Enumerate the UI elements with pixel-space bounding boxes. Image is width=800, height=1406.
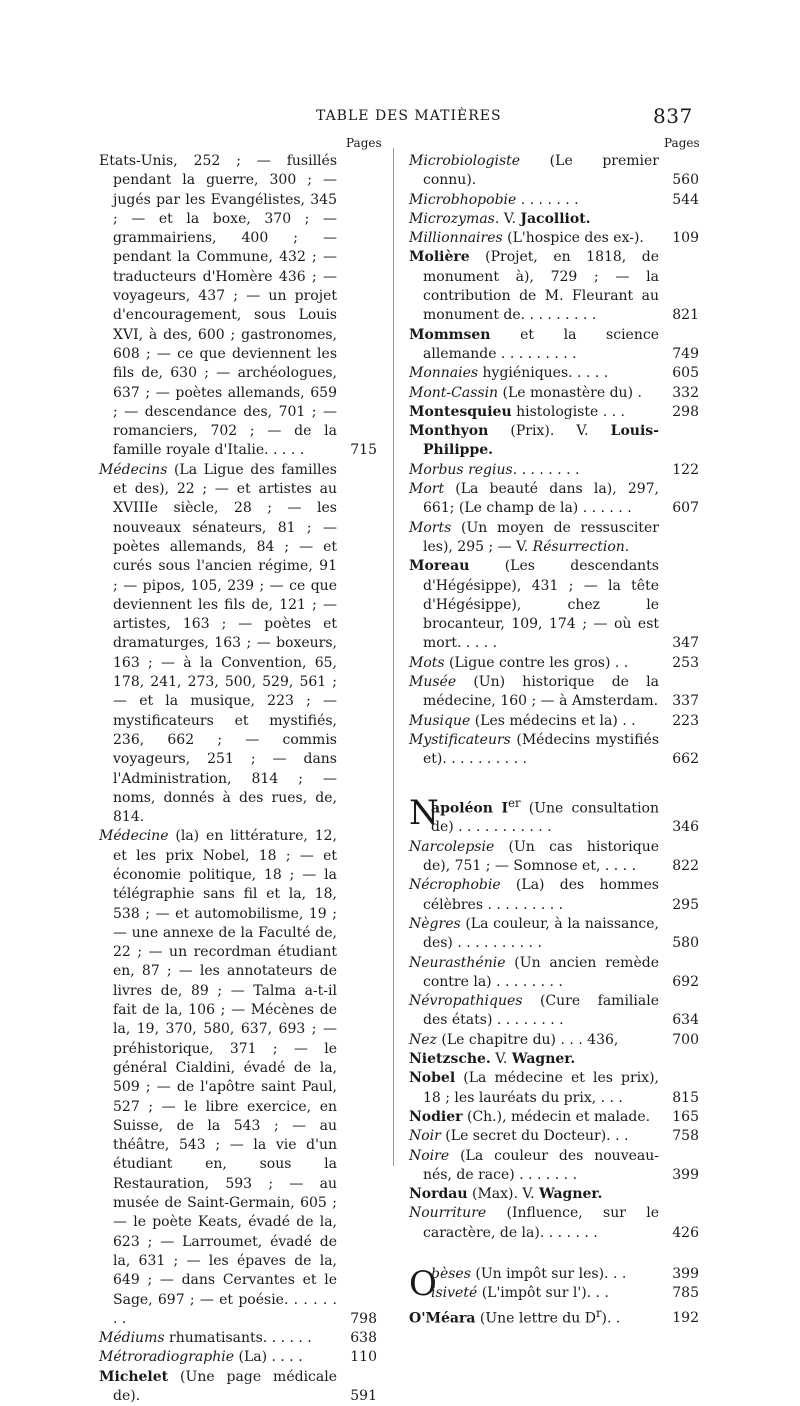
entry-text: (La couleur des nouveau-nés, de race) . . . . . . . xyxy=(423,1147,659,1183)
entry-page: 822 xyxy=(672,858,699,875)
entry-text: (la) en littérature, 12, et les prix Nobel, 18 ; — et économie politique, 18 ; — la télégraphie sans fil et la, 18, 538 ; — et automobilisme, 19 ; — une annexe de la Faculté de, 22 ; — un recordman étudiant en, 87 ; — les annotateurs de livres de, 89 ; — Talma a-t-il fait de la, 106 ; — Mécènes de la, 19, 370, 580, 637, 693 ; — préhistorique, 371 ; — le général Cialdini, évadé de la, 509 ; — de l'apôtre saint Paul, 527 ; — le libre exercice, en Suisse, de la 543 ; — au théâtre, 543 ; — la vie d'un étudiant en, sous la Restauration, 593 ; — au musée de Saint-Germain, 605 ; — le poète Keats, évadé de la, 623 ; — Larroumet, évadé de la, 631 ; — les épaves de la, 649 ; — dans Cervantes et le Sage, 697 ; — et poésie. . . . . . . . xyxy=(113,828,337,1327)
entry-heading: Michelet xyxy=(99,1368,169,1385)
index-entry xyxy=(409,838,699,877)
entry-heading: Névropathiques xyxy=(409,993,523,1010)
index-entry xyxy=(409,712,699,731)
entry-text: (La beauté dans la), 297, 661; (Le champ de la) . . . . . . xyxy=(423,481,659,517)
entry-text: V. xyxy=(499,210,521,227)
entry-page: 821 xyxy=(672,307,699,324)
index-entry xyxy=(99,1348,377,1367)
entry-page: 798 xyxy=(350,1310,377,1327)
index-entry xyxy=(409,403,699,422)
index-entry xyxy=(409,992,699,1031)
entry-text: (L'hospice des ex-). xyxy=(502,230,644,247)
entry-text: (Le secret du Docteur). . . xyxy=(440,1128,629,1145)
entry-page: 298 xyxy=(672,403,699,420)
entry-heading: Médecins xyxy=(99,461,168,478)
entry-page: 399 xyxy=(672,1265,699,1282)
index-entry xyxy=(409,384,699,403)
entry-page: 347 xyxy=(672,635,699,652)
entry-heading: Nietzsche. xyxy=(409,1051,491,1068)
entry-page: 715 xyxy=(350,442,377,459)
index-entry xyxy=(409,210,699,229)
index-entry xyxy=(409,1147,699,1186)
entry-page: 591 xyxy=(350,1388,377,1404)
entry-page: 122 xyxy=(672,461,699,478)
entry-heading: Médiums xyxy=(99,1330,165,1347)
page-header xyxy=(0,104,800,134)
entry-text: V. xyxy=(490,1051,512,1068)
page-number: 837 xyxy=(653,104,693,128)
entry-text: (Une page médicale de). xyxy=(113,1368,337,1404)
entry-heading: Microbiologiste xyxy=(409,153,521,169)
index-entry xyxy=(409,364,699,383)
entry-heading: Moreau xyxy=(409,558,470,575)
index-entry xyxy=(409,519,699,558)
entry-page: 295 xyxy=(672,896,699,913)
index-entry xyxy=(409,152,699,191)
entry-page: 605 xyxy=(672,365,699,382)
entry-text: histologiste . . . xyxy=(511,403,625,420)
entry-heading: Mommsen xyxy=(409,326,491,343)
entry-text: . . . . . . . . xyxy=(512,461,580,478)
entry-text: (Un ancien remède contre la) . . . . . . . . xyxy=(423,954,659,990)
index-entry xyxy=(409,326,699,365)
entry-text: (Un) historique de la médecine, 160 ; — à Amsterdam. xyxy=(423,674,659,710)
entry-heading: Morts xyxy=(409,519,452,536)
index-entry xyxy=(99,1329,377,1348)
entry-page: 785 xyxy=(672,1285,699,1302)
entry-page: 399 xyxy=(672,1166,699,1183)
entry-heading: Musique xyxy=(409,712,471,729)
entry-text: (La médecine et les prix), 18 ; les lauréats du prix, . . . xyxy=(423,1070,659,1106)
running-title: TABLE DES MATIÈRES xyxy=(316,108,502,124)
index-entry xyxy=(409,480,699,519)
entry-text: (Ch.), médecin et malade. xyxy=(462,1108,651,1125)
entry-page: 110 xyxy=(350,1349,377,1366)
entry-text: (Médecins mystifiés et). . . . . . . . . . xyxy=(423,731,659,768)
entry-text: (Influence, sur le caractère, de la). . . . . . . xyxy=(423,1205,659,1241)
entry-heading: Microzymas. xyxy=(409,210,500,227)
cross-reference: Jacolliot. xyxy=(520,210,591,227)
entry-page: 346 xyxy=(672,819,699,836)
entry-text: (Un impôt sur les). . . xyxy=(470,1265,627,1282)
index-entry xyxy=(409,422,699,461)
index-entry xyxy=(409,1050,699,1069)
entry-text: (Cure familiale des états) . . . . . . . . xyxy=(423,993,659,1029)
index-entry xyxy=(409,229,699,248)
entry-page: 165 xyxy=(672,1108,699,1125)
index-entry xyxy=(409,1284,699,1303)
entry-text: (L'impôt sur l'). . . xyxy=(477,1285,609,1302)
entry-heading: Nègres xyxy=(409,915,461,932)
entry-heading: O'Méara xyxy=(409,1310,476,1327)
entry-heading: Nourriture xyxy=(409,1205,487,1222)
index-entry xyxy=(409,731,699,770)
entry-text: (Un cas historique de), 751 ; — Somnose et, . . . . xyxy=(423,838,659,875)
entry-page: 223 xyxy=(672,712,699,729)
cross-reference: Wagner. xyxy=(538,1186,603,1203)
entry-page: 544 xyxy=(672,191,699,208)
entry-text: ). . xyxy=(601,1310,621,1327)
index-entry xyxy=(99,461,377,828)
entry-heading: Microbhopobie xyxy=(409,191,517,208)
entry-heading: Neurasthénie xyxy=(409,954,506,971)
index-entry xyxy=(409,794,699,838)
entry-page: 580 xyxy=(672,935,699,952)
entry-heading: Métroradiographie xyxy=(99,1349,235,1366)
drop-cap-n: N xyxy=(409,792,439,833)
cross-reference: Wagner. xyxy=(511,1051,576,1068)
entry-heading: Noire xyxy=(409,1147,450,1164)
entry-heading: apoléon I xyxy=(431,800,509,817)
entry-text: (Le chapitre du) . . . 436, xyxy=(436,1031,619,1048)
column-divider xyxy=(393,148,394,1166)
entry-page: 662 xyxy=(672,751,699,768)
index-entry xyxy=(409,876,699,915)
entry-heading: Nodier xyxy=(409,1108,463,1125)
index-entry xyxy=(99,1368,377,1406)
entry-heading: Mots xyxy=(409,654,445,671)
index-entry xyxy=(409,954,699,993)
entry-heading: Nez xyxy=(409,1031,437,1048)
entry-page: 332 xyxy=(672,384,699,401)
index-entry xyxy=(409,1304,699,1329)
entry-text: et la science allemande . . . . . . . . . xyxy=(423,326,659,362)
entry-page: 634 xyxy=(672,1012,699,1029)
left-pages-label: Pages xyxy=(346,136,382,150)
entry-heading: Mystificateurs xyxy=(409,731,511,748)
cross-reference: Résurrection. xyxy=(532,538,630,555)
entry-page: 638 xyxy=(350,1330,377,1347)
left-column xyxy=(99,152,377,1406)
entry-text: (Les descendants d'Hégésippe), 431 ; — la tête d'Hégésippe), chez le brocanteur, 109, 174 ; — où est mort. . . . . xyxy=(423,558,659,652)
entry-text: (La Ligue des familles et des), 22 ; — et artistes au XVIIIe siècle, 28 ; — les nouveaux sénateurs, 81 ; — poètes allemands, 84 ; — et curés sous l'ancien régime, 91 ; — pipos, 105, 239 ; — ce que deviennent les fils de, 121 ; — artistes, 163 ; — poètes et dramaturges, 163 ; — boxeurs, 163 ; — à la Convention, 65, 178, 241, 273, 500, 529, 561 ; — et la musique, 223 ; — mystificateurs et mystifiés, 236, 662 ; — commis voyageurs, 251 ; — dans l'Administration, 814 ; — noms, donnés à des rues, de, 814. xyxy=(113,461,337,826)
index-entry xyxy=(409,1204,699,1243)
entry-heading: Narcolepsie xyxy=(409,838,495,855)
entry-heading: Mont-Cassin xyxy=(409,384,499,401)
entry-heading: Monthyon xyxy=(409,423,489,440)
index-entry xyxy=(409,1185,699,1204)
entry-page: 253 xyxy=(672,654,699,671)
entry-text: (La) . . . . xyxy=(234,1349,303,1366)
right-column xyxy=(409,152,699,1329)
entry-heading: Mort xyxy=(409,481,445,498)
entry-text: (Le monastère du) . xyxy=(498,384,642,401)
entry-heading: Nobel xyxy=(409,1070,456,1087)
entry-page: 109 xyxy=(672,230,699,247)
index-entry xyxy=(409,557,699,653)
entry-text: . . . . . . . xyxy=(516,191,579,208)
entry-text: (Les médecins et la) . . xyxy=(470,712,636,729)
entry-heading: Nordau xyxy=(409,1186,468,1203)
index-entry xyxy=(409,248,699,325)
entry-heading: Musée xyxy=(409,674,457,691)
superscript: r xyxy=(595,1305,602,1320)
entry-text: (Projet, en 1818, de monument à), 729 ; — la contribution de M. Fleurant au monument de. . . . . . . . . xyxy=(423,249,659,324)
entry-heading: Médecine xyxy=(99,828,169,845)
entry-text: (Prix). V. xyxy=(488,423,611,440)
entry-text: (Une consultation de) . . . . . . . . . . . xyxy=(431,800,659,836)
entry-page: 749 xyxy=(672,345,699,362)
entry-text: (Une lettre du D xyxy=(475,1310,596,1327)
entry-page: 337 xyxy=(672,693,699,710)
entry-text: (Le premier connu). xyxy=(423,153,659,189)
entry-heading: isiveté xyxy=(431,1285,478,1302)
entry-heading: bèses xyxy=(431,1265,471,1282)
entry-heading: Millionnaires xyxy=(409,230,503,247)
entry-heading: Morbus regius xyxy=(409,461,513,478)
index-entry xyxy=(409,191,699,210)
index-entry xyxy=(409,1031,699,1050)
index-entry xyxy=(409,673,699,712)
index-entry xyxy=(409,1069,699,1108)
entry-page: 192 xyxy=(672,1310,699,1327)
entry-text: (La) des hommes célèbres . . . . . . . . . xyxy=(423,877,659,913)
index-entry xyxy=(99,827,377,1329)
index-entry xyxy=(409,915,699,954)
entry-heading: Molière xyxy=(409,249,470,266)
entry-page: 758 xyxy=(672,1128,699,1145)
entry-text: rhumatisants. . . . . . xyxy=(164,1330,312,1347)
entry-text: (Max). V. xyxy=(467,1186,539,1203)
entry-heading: Monnaies xyxy=(409,365,479,382)
drop-cap-o: O xyxy=(409,1263,437,1304)
entry-page: 700 xyxy=(672,1031,699,1048)
entry-page: 560 xyxy=(672,172,699,189)
entry-page: 692 xyxy=(672,973,699,990)
entry-heading: Nécrophobie xyxy=(409,877,501,894)
entry-text: (Ligue contre les gros) . . xyxy=(444,654,629,671)
entry-text: (La couleur, à la naissance, des) . . . . . . . . . . xyxy=(423,915,659,952)
entry-page: 426 xyxy=(672,1224,699,1241)
superscript: er xyxy=(508,795,521,810)
index-entry xyxy=(409,654,699,673)
entry-page: 607 xyxy=(672,500,699,517)
index-entry xyxy=(409,461,699,480)
index-entry xyxy=(409,1108,699,1127)
entry-text: (Un moyen de ressusciter les), 295 ; — V. xyxy=(423,519,659,555)
entry-text: hygiéniques. . . . . xyxy=(478,365,609,382)
entry-text: Etats-Unis, 252 ; — fusillés pendant la guerre, 300 ; — jugés par les Evangélistes, 345 ; — et la boxe, 370 ; — grammairiens, 400 ; — pendant la Commune, 432 ; — traducteurs d'Homère 436 ; — voyageurs, 437 ; — un projet d'encouragement, sous Louis XVI, à des, 600 ; gastronomes, 608 ; — ce que deviennent les fils de, 630 ; — archéologues, 637 ; — poètes allemands, 659 ; — descendance des, 701 ; — romanciers, 702 ; — de la famille royale d'Italie. . . . . xyxy=(99,153,337,459)
right-pages-label: Pages xyxy=(664,136,700,150)
index-entry xyxy=(409,1127,699,1146)
cross-reference: Louis-Philippe. xyxy=(423,423,659,459)
entry-page: 815 xyxy=(672,1089,699,1106)
entry-heading: Montesquieu xyxy=(409,403,512,420)
entry-heading: Noir xyxy=(409,1128,441,1145)
index-entry xyxy=(99,152,377,461)
